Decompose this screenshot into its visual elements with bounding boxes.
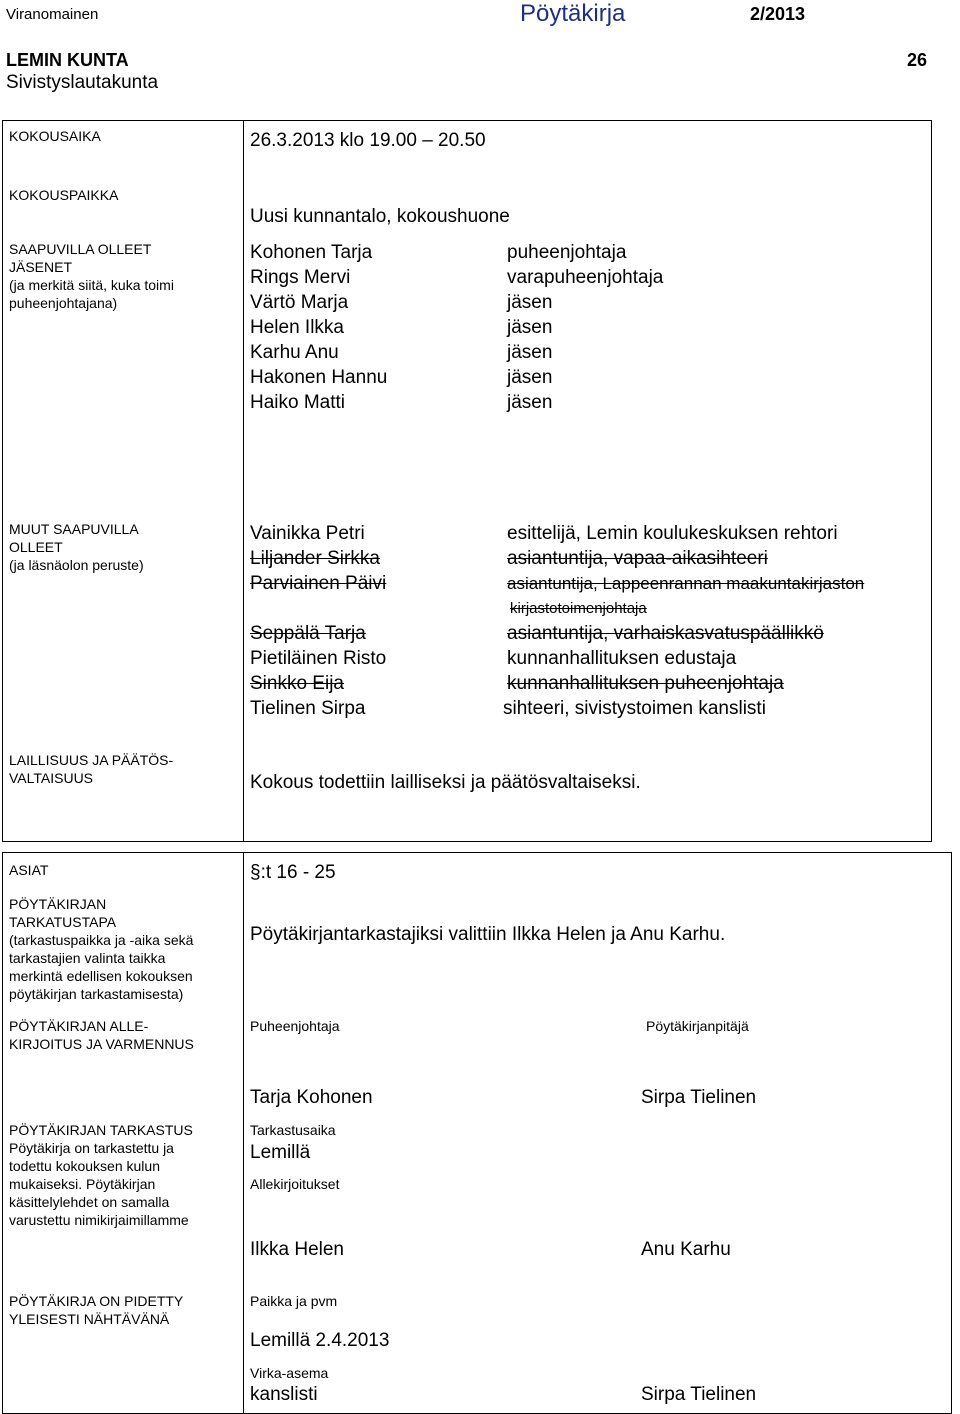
meeting-place-label: KOKOUSPAIKKA [9, 187, 119, 203]
public-signer: Sirpa Tielinen [641, 1384, 757, 1405]
legality-label: LAILLISUUS JA PÄÄTÖS- VALTAISUUS [9, 752, 174, 786]
office-label: Virka-asema [250, 1365, 329, 1381]
member-role: jäsen [507, 367, 553, 388]
member-name: Kohonen Tarja [250, 242, 373, 263]
place-date-value: Lemillä 2.4.2013 [250, 1330, 390, 1351]
other-name: Pietiläinen Risto [250, 648, 387, 669]
member-role: puheenjohtaja [507, 242, 627, 263]
member-name: Helen Ilkka [250, 317, 344, 338]
other-name: Seppälä Tarja [250, 623, 366, 644]
other-role: kirjastotoimenjohtaja [510, 600, 647, 617]
other-name: Vainikka Petri [250, 523, 365, 544]
items-label: ASIAT [9, 862, 49, 878]
authority-label: Viranomainen [6, 6, 99, 23]
department-name: Sivistyslautakunta [6, 72, 159, 93]
others-names [250, 521, 386, 721]
member-role: jäsen [507, 292, 553, 313]
legality-value: Kokous todettiin lailliseksi ja päätösvaltaiseksi. [250, 772, 641, 793]
meeting-time-value: 26.3.2013 klo 19.00 – 20.50 [250, 130, 486, 151]
chair-label: Puheenjohtaja [250, 1018, 340, 1034]
items-value: §:t 16 - 25 [250, 862, 336, 883]
other-name: Sinkko Eija [250, 673, 344, 694]
others-roles [503, 521, 865, 721]
member-role: varapuheenjohtaja [507, 267, 664, 288]
document-title: Pöytäkirja [520, 0, 626, 27]
office-value: kanslisti [250, 1384, 318, 1405]
member-name: Hakonen Hannu [250, 367, 388, 388]
member-role: jäsen [507, 342, 553, 363]
members-names [250, 240, 387, 415]
other-role: kunnanhallituksen puheenjohtaja [507, 673, 784, 694]
review-method-value: Pöytäkirjantarkastajiksi valittiin Ilkka Helen ja Anu Karhu. [250, 924, 726, 945]
review-method-label: PÖYTÄKIRJAN TARKATUSTAPA (tarkastuspaikka ja -aika sekä tarkastajien valinta taikka merkintä edellisen kokouksen pöytäkirjan tarkastamisesta) [9, 896, 194, 1002]
meeting-time-label: KOKOUSAIKA [9, 128, 101, 144]
other-name: Liljander Sirkka [250, 548, 380, 569]
other-role: sihteeri, sivistystoimen kanslisti [503, 698, 766, 719]
members-roles [507, 240, 663, 415]
column-divider-2 [243, 852, 244, 1414]
member-name: Karhu Anu [250, 342, 339, 363]
signing-label: PÖYTÄKIRJAN ALLE- KIRJOITUS JA VARMENNUS [9, 1018, 194, 1052]
other-role: kunnanhallituksen edustaja [507, 648, 737, 669]
chair-name: Tarja Kohonen [250, 1087, 373, 1108]
other-role: esittelijä, Lemin koulukeskuksen rehtori [507, 523, 838, 544]
document-number: 2/2013 [750, 4, 806, 24]
secretary-label: Pöytäkirjanpitäjä [646, 1018, 749, 1034]
organization-name: LEMIN KUNTA [6, 50, 129, 70]
other-name: Tielinen Sirpa [250, 698, 366, 719]
member-name: Haiko Matti [250, 392, 346, 413]
other-role: asiantuntija, vapaa-aikasihteeri [507, 548, 768, 569]
signatures-label: Allekirjoitukset [250, 1176, 340, 1192]
column-divider [243, 120, 244, 842]
inspector-1: Ilkka Helen [250, 1239, 344, 1260]
other-name [250, 596, 386, 621]
member-name: Rings Mervi [250, 267, 351, 288]
meeting-place-value: Uusi kunnantalo, kokoushuone [250, 206, 510, 227]
inspection-time-value: Lemillä [250, 1142, 311, 1163]
member-role: jäsen [507, 317, 553, 338]
others-label: MUUT SAAPUVILLA OLLEET (ja läsnäolon peruste) [9, 521, 144, 573]
inspector-2: Anu Karhu [641, 1239, 731, 1260]
inspection-label: PÖYTÄKIRJAN TARKASTUS Pöytäkirja on tarkastettu ja todettu kokouksen kulun mukaiseksi. Pöytäkirjan käsittelylehdet on samalla varustettu nimikirjaimillamme [9, 1122, 193, 1228]
secretary-name: Sirpa Tielinen [641, 1087, 757, 1108]
public-display-label: PÖYTÄKIRJA ON PIDETTY YLEISESTI NÄHTÄVÄNÄ [9, 1293, 184, 1327]
place-date-label: Paikka ja pvm [250, 1293, 338, 1309]
members-label: SAAPUVILLA OLLEET JÄSENET (ja merkitä siitä, kuka toimi puheenjohtajana) [9, 241, 174, 311]
member-role: jäsen [507, 392, 553, 413]
other-name: Parviainen Päivi [250, 573, 387, 594]
other-role: asiantuntija, Lappeenrannan maakuntakirjaston [507, 574, 865, 593]
inspection-time-label: Tarkastusaika [250, 1122, 336, 1138]
member-name: Värtö Marja [250, 292, 349, 313]
page-number: 26 [907, 50, 928, 70]
other-role: asiantuntija, varhaiskasvatuspäällikkö [507, 623, 824, 644]
